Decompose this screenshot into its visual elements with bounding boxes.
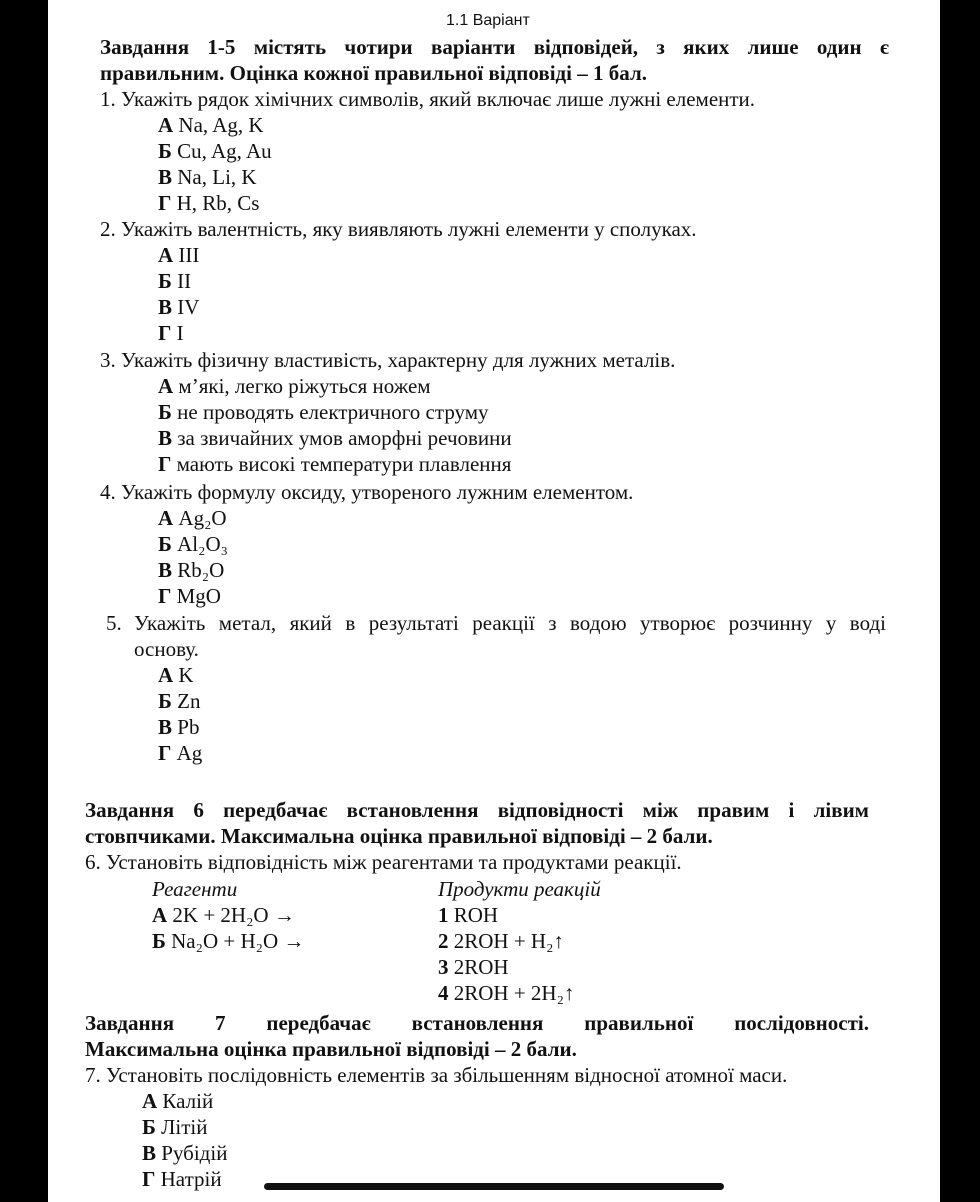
section6-intro-line1: Завдання 6 передбачає встановлення відповідності між правим і лівим: [85, 798, 869, 822]
question-5-line1: Укажіть метал, який в результаті реакції з водою утворює розчинну у воді: [134, 611, 886, 635]
q3-option-a: А м’які, легко ріжуться ножем: [158, 374, 431, 398]
q5-option-a: А K: [158, 663, 194, 687]
question-2: 2. Укажіть валентність, яку виявляють лужні елементи у сполуках.: [100, 217, 697, 241]
q2-option-d: Г I: [158, 321, 184, 345]
products-header: Продукти реакцій: [438, 877, 601, 901]
section7-intro-line2: Максимальна оцінка правильної відповіді – 2 бали.: [85, 1037, 577, 1061]
q4-option-a: А Ag₂O: [158, 506, 227, 530]
q7-option-d: Г Натрій: [142, 1167, 222, 1191]
q2-option-c: В IV: [158, 295, 200, 319]
q3-option-c: В за звичайних умов аморфні речовини: [158, 426, 512, 450]
q2-option-b: Б II: [158, 269, 192, 293]
q3-option-d: Г мають високі температури плавлення: [158, 452, 512, 476]
q7-option-a: А Калій: [142, 1089, 214, 1113]
question-4: 4. Укажіть формулу оксиду, утвореного лужним елементом.: [100, 480, 634, 504]
q4-option-b: Б Al₂O₃: [158, 532, 228, 556]
variant-header: 1.1 Варіант: [446, 12, 530, 29]
question-3: 3. Укажіть фізичну властивість, характерну для лужних металів.: [100, 348, 676, 372]
q1-option-c: В Na, Li, K: [158, 165, 257, 189]
question-6: 6. Установіть відповідність між реагентами та продуктами реакції.: [85, 850, 682, 874]
question-1: 1. Укажіть рядок хімічних символів, який включає лише лужні елементи.: [100, 87, 756, 111]
q4-option-d: Г MgO: [158, 584, 221, 608]
q5-option-b: Б Zn: [158, 689, 201, 713]
home-indicator[interactable]: [264, 1183, 724, 1190]
section1-intro-line1: Завдання 1-5 містять чотири варіанти відповідей, з яких лише один є: [100, 35, 889, 59]
question-5-line2: основу.: [134, 637, 199, 661]
q5-option-c: В Pb: [158, 715, 200, 739]
q1-option-b: Б Cu, Ag, Au: [158, 139, 272, 163]
section6-intro-line2: стовпчиками. Максимальна оцінка правильної відповіді – 2 бали.: [85, 824, 713, 848]
product-4: 4 2ROH + 2H₂↑: [438, 981, 575, 1005]
product-3: 3 2ROH: [438, 955, 509, 979]
reagent-a: А 2K + 2H₂O →: [152, 903, 295, 927]
q2-option-a: А III: [158, 243, 200, 267]
question-7: 7. Установіть послідовність елементів за збільшенням відносної атомної маси.: [85, 1063, 788, 1087]
section7-intro-line1: Завдання 7 передбачає встановлення правильної послідовності.: [85, 1011, 869, 1035]
q7-option-c: В Рубідій: [142, 1141, 228, 1165]
product-2: 2 2ROH + H₂↑: [438, 929, 564, 953]
q4-option-c: В Rb₂O: [158, 558, 225, 582]
q7-option-b: Б Літій: [142, 1115, 208, 1139]
q5-option-d: Г Ag: [158, 741, 203, 765]
section1-intro-line2: правильним. Оцінка кожної правильної відповіді – 1 бал.: [100, 61, 647, 85]
q1-option-d: Г H, Rb, Cs: [158, 191, 260, 215]
q3-option-b: Б не проводять електричного струму: [158, 400, 489, 424]
reagents-header: Реагенти: [152, 877, 238, 901]
document-page: [48, 0, 940, 1202]
q1-option-a: А Na, Ag, K: [158, 113, 264, 137]
product-1: 1 ROH: [438, 903, 499, 927]
question-5-number: 5.: [106, 611, 122, 635]
reagent-b: Б Na₂O + H₂O →: [152, 929, 305, 953]
